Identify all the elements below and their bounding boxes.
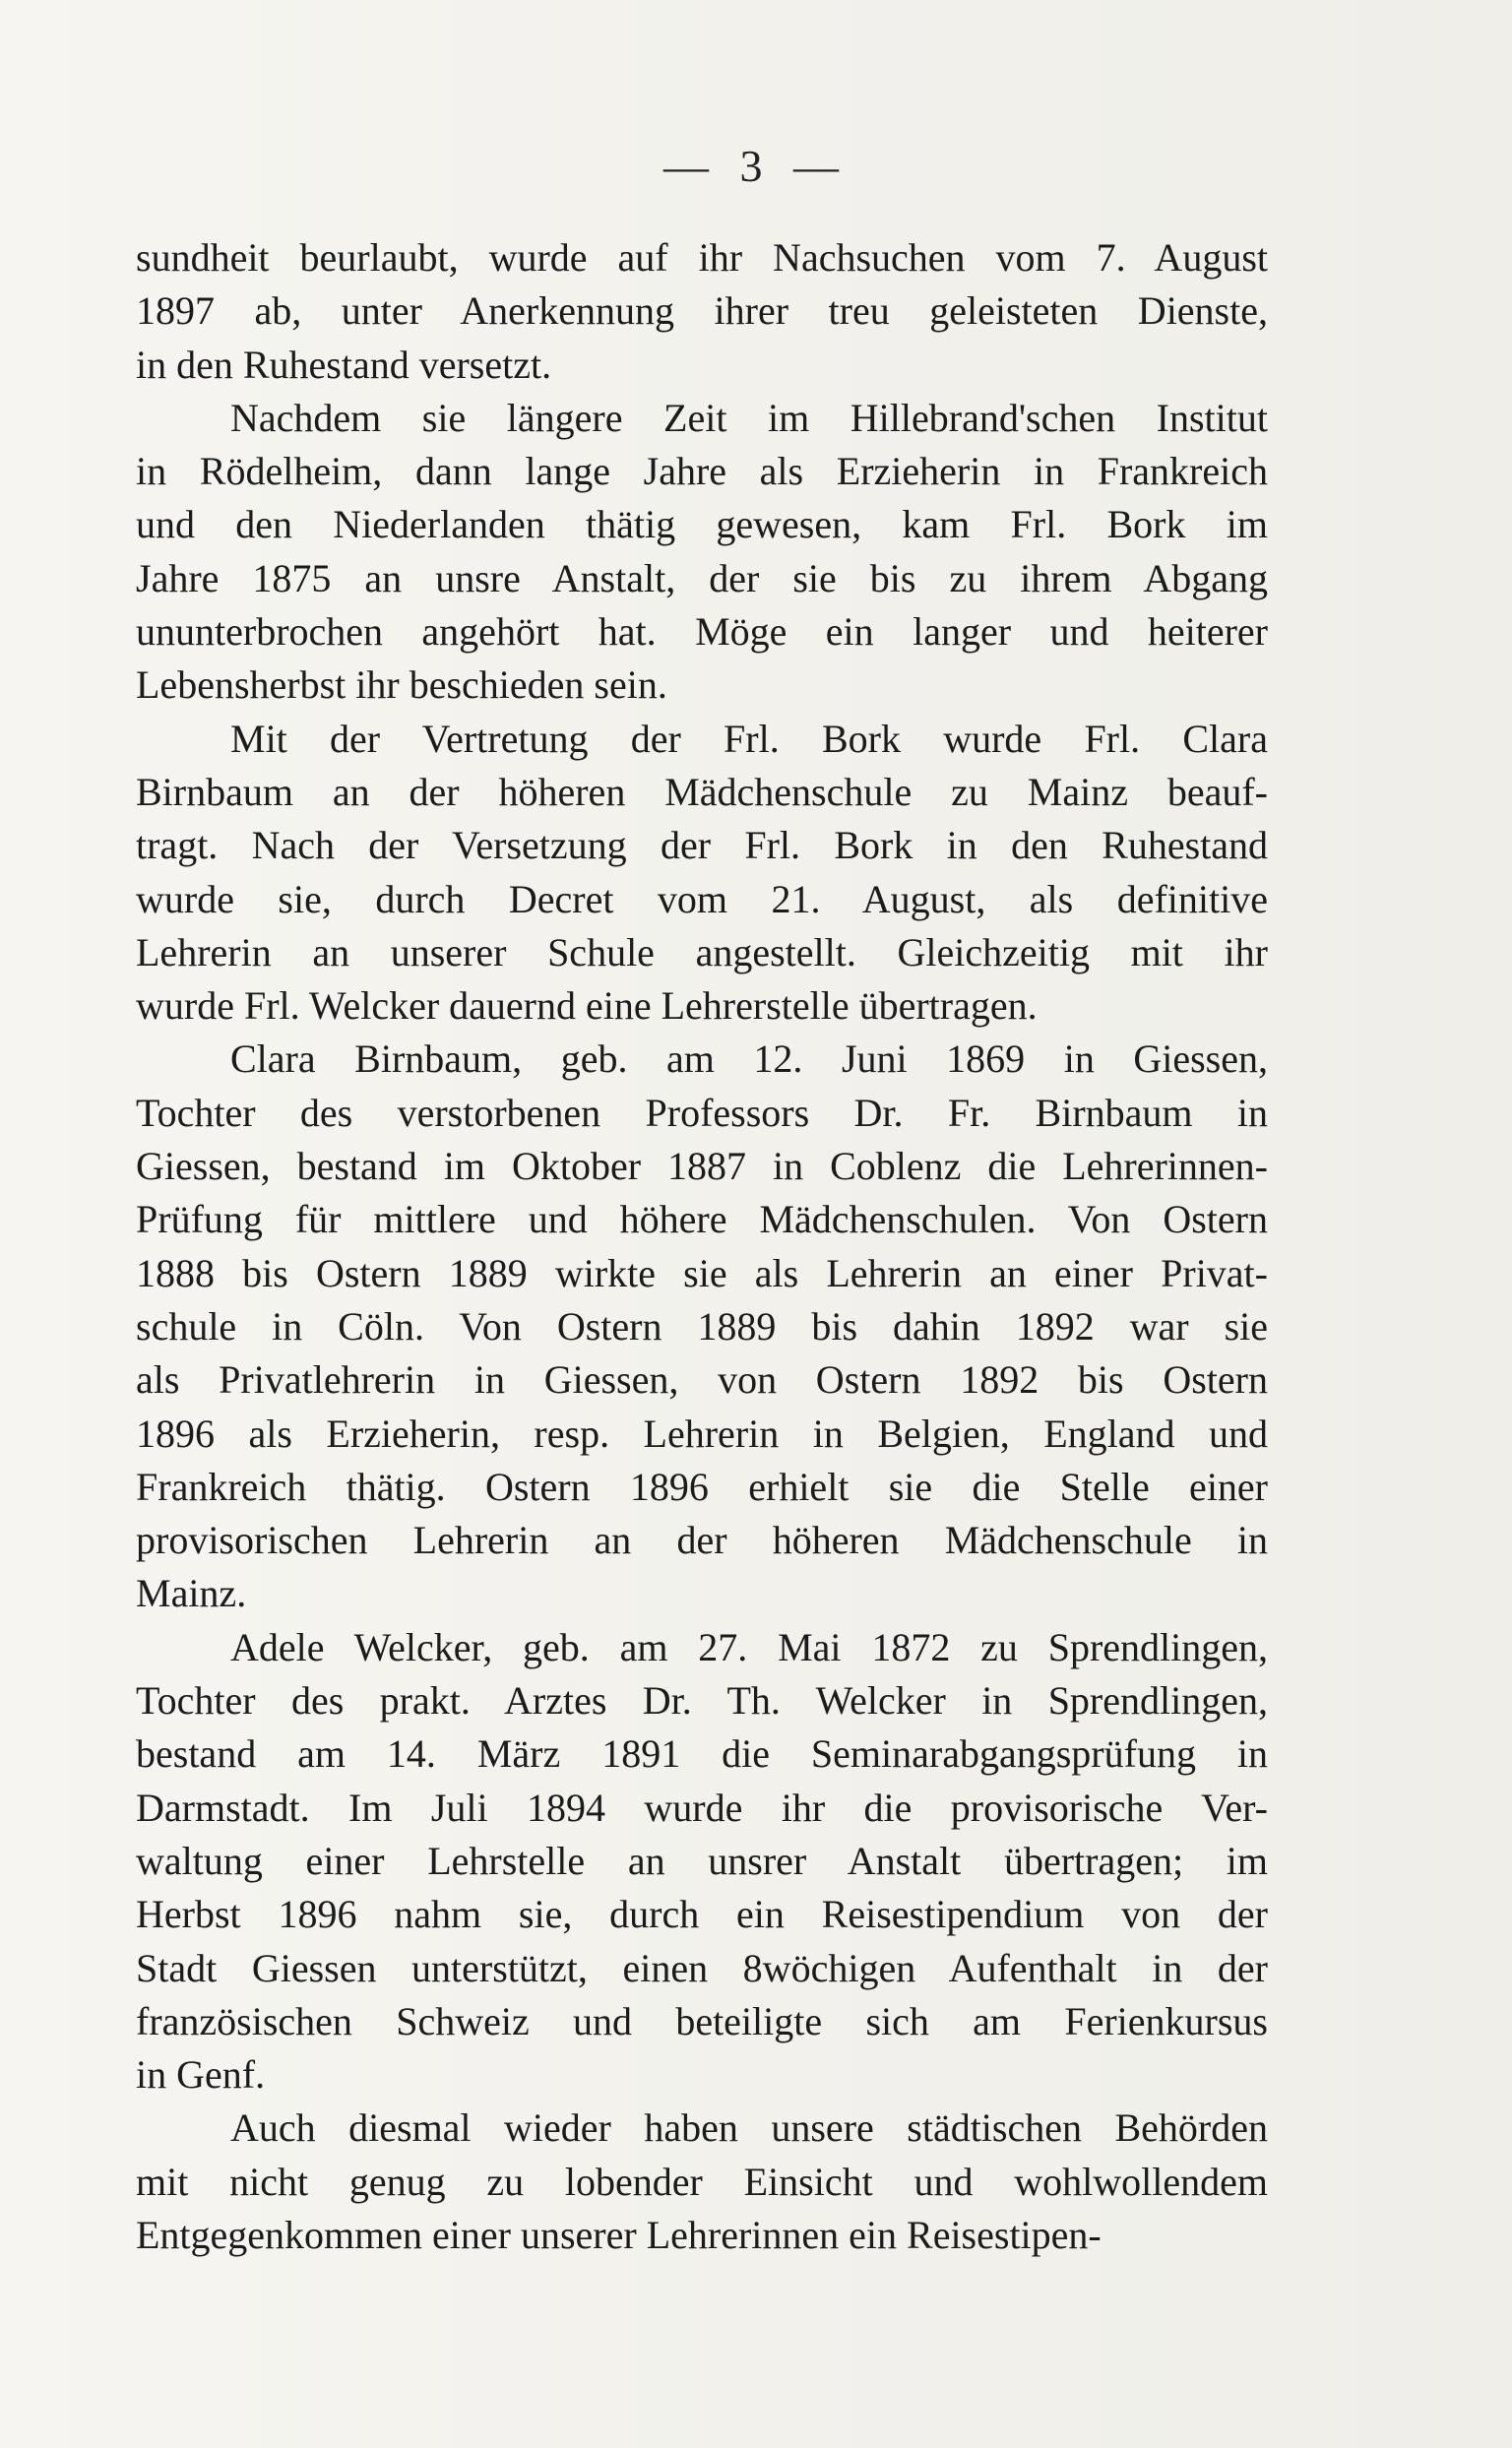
text-line: in den Ruhestand versetzt. [136,342,552,387]
text-line: Frankreich thätig. Ostern 1896 erhielt sie die Stelle einer [136,1464,1268,1509]
text-line: schule in Cöln. Von Ostern 1889 bis dahin 1892 war sie [136,1303,1268,1349]
text-line: bestand am 14. März 1891 die Seminarabgangsprüfung in [136,1731,1268,1777]
text-line: Nachdem sie längere Zeit im Hillebrand'schen Institut [230,395,1268,440]
text-line: Mit der Vertretung der Frl. Bork wurde Frl. Clara [230,716,1268,761]
text-line: Mainz. [136,1571,247,1616]
paragraph [136,392,1268,713]
text-line: Prüfung für mittlere und höhere Mädchenschulen. Von Ostern [136,1197,1268,1242]
text-line: ununterbrochen angehört hat. Möge ein langer und heiterer [136,609,1268,655]
text-line: provisorischen Lehrerin an der höheren Mädchenschule in [136,1518,1268,1563]
text-line: Adele Welcker, geb. am 27. Mai 1872 zu Sprendlingen, [230,1624,1268,1669]
paragraph [136,231,1268,392]
text-line: Giessen, bestand im Oktober 1887 in Coblenz die Lehrerinnen- [136,1144,1268,1189]
text-line: als Privatlehrerin in Giessen, von Ostern 1892 bis Ostern [136,1357,1268,1403]
text-line: wurde Frl. Welcker dauernd eine Lehrerstelle übertragen. [136,983,1038,1029]
text-line: Lebensherbst ihr beschieden sein. [136,662,667,708]
paragraph [136,1621,1268,2103]
text-line: wurde sie, durch Decret vom 21. August, als definitive [136,876,1268,921]
text-line: in Rödelheim, dann lange Jahre als Erzieherin in Frankreich [136,449,1268,494]
paragraph [136,2102,1268,2262]
text-line: 1896 als Erzieherin, resp. Lehrerin in Belgien, England und [136,1411,1268,1456]
text-line: und den Niederlanden thätig gewesen, kam Frl. Bork im [136,502,1268,547]
text-line: Herbst 1896 nahm sie, durch ein Reisestipendium von der [136,1892,1268,1937]
text-line: sundheit beurlaubt, wurde auf ihr Nachsuchen vom 7. August [136,235,1268,280]
text-line: Entgegenkommen einer unserer Lehrerinnen ein Reisestipen- [136,2212,1102,2257]
page-number: — 3 — [663,141,849,191]
text-line: Lehrerin an unserer Schule angestellt. Gleichzeitig mit ihr [136,929,1268,974]
paragraph [136,713,1268,1034]
text-line: Tochter des verstorbenen Professors Dr. Fr. Birnbaum in [136,1090,1268,1135]
text-line: waltung einer Lehrstelle an unsrer Anstalt übertragen; im [136,1838,1268,1883]
text-line: in Genf. [136,2052,266,2098]
text-line: tragt. Nach der Versetzung der Frl. Bork in den Ruhestand [136,823,1268,868]
text-line: 1897 ab, unter Anerkennung ihrer treu geleisteten Dienste, [136,288,1268,334]
text-line: 1888 bis Ostern 1889 wirkte sie als Lehrerin an einer Privat- [136,1250,1268,1295]
text-line: Birnbaum an der höheren Mädchenschule zu Mainz beauf- [136,769,1268,814]
text-line: Clara Birnbaum, geb. am 12. Juni 1869 in Giessen, [230,1036,1268,1082]
body-text [136,231,1268,2262]
text-line: Stadt Giessen unterstützt, einen 8wöchigen Aufenthalt in der [136,1945,1268,1990]
text-line: Auch diesmal wieder haben unsere städtischen Behörden [230,2105,1268,2151]
text-line: französischen Schweiz und beteiligte sich am Ferienkursus [136,1998,1268,2043]
text-line: mit nicht genug zu lobender Einsicht und wohlwollendem [136,2159,1268,2204]
text-line: Jahre 1875 an unsre Anstalt, der sie bis zu ihrem Abgang [136,555,1268,600]
text-line: Tochter des prakt. Arztes Dr. Th. Welcker in Sprendlingen, [136,1678,1268,1724]
paragraph [136,1033,1268,1620]
text-line: Darmstadt. Im Juli 1894 wurde ihr die provisorische Ver- [136,1785,1268,1830]
